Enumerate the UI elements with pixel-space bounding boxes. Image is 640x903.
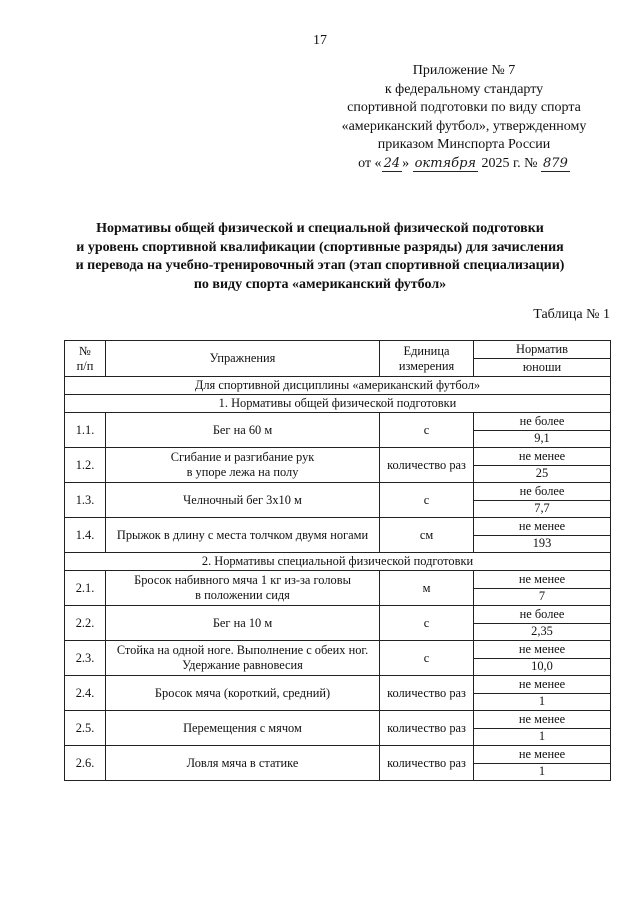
norm-condition: не менее <box>474 448 611 466</box>
exercise-line: Ловля мяча в статике <box>186 755 299 770</box>
exercise-name <box>106 448 380 483</box>
exercise-name <box>106 571 380 606</box>
unit: м <box>380 571 474 606</box>
exercise-line: Бег на 10 м <box>212 615 273 630</box>
exercise-name <box>106 483 380 518</box>
exercise-line: в упоре лежа на полу <box>186 465 299 479</box>
row-number: 2.1. <box>65 571 106 606</box>
exercise-line: Бросок набивного мяча 1 кг из-за головы <box>134 573 351 587</box>
header-exercise: Упражнения <box>106 341 380 377</box>
norm-value: 25 <box>474 465 611 483</box>
exercise-name <box>106 746 380 781</box>
table-label: Таблица № 1 <box>533 307 610 322</box>
norm-condition: не более <box>474 606 611 624</box>
exercise-name <box>106 413 380 448</box>
exercise-line: Бег на 60 м <box>212 422 273 437</box>
appendix-line: к федеральному стандарту <box>384 81 544 97</box>
date-prefix: от « <box>358 155 382 171</box>
table-row <box>65 711 611 729</box>
exercise-name <box>106 711 380 746</box>
row-number: 2.3. <box>65 641 106 676</box>
norm-condition: не менее <box>474 676 611 694</box>
document-title <box>50 220 590 294</box>
norm-value: 193 <box>474 535 611 553</box>
header-norm: Норматив <box>474 341 611 359</box>
exercise-name <box>106 676 380 711</box>
exercise-name <box>106 641 380 676</box>
table-row <box>65 571 611 589</box>
exercise-line: Прыжок в длину с места толчком двумя ногами <box>116 527 369 542</box>
norm-value: 7 <box>474 588 611 606</box>
norm-value: 9,1 <box>474 430 611 448</box>
header-num: № п/п <box>65 341 106 377</box>
discipline-title: Для спортивной дисциплины «американский футбол» <box>65 377 611 395</box>
table-row <box>65 606 611 624</box>
exercise-line: Челночный бег 3х10 м <box>183 492 302 507</box>
table-row <box>65 676 611 694</box>
unit: количество раз <box>380 448 474 483</box>
table-row <box>65 746 611 764</box>
row-number: 2.4. <box>65 676 106 711</box>
unit: количество раз <box>380 676 474 711</box>
unit: см <box>380 518 474 553</box>
norm-condition: не более <box>474 483 611 501</box>
norm-condition: не менее <box>474 641 611 659</box>
row-number: 2.6. <box>65 746 106 781</box>
row-number: 1.3. <box>65 483 106 518</box>
unit: с <box>380 606 474 641</box>
norm-value: 1 <box>474 693 611 711</box>
appendix-line: Приложение № 7 <box>412 63 516 78</box>
appendix-block <box>314 62 614 174</box>
row-number: 2.2. <box>65 606 106 641</box>
norm-condition: не менее <box>474 518 611 536</box>
table-row <box>65 518 611 536</box>
appendix-line: приказом Минспорта России <box>377 137 551 153</box>
table-row <box>65 413 611 431</box>
exercise-line: Сгибание и разгибание рук <box>170 450 315 464</box>
norms-table <box>64 340 611 781</box>
order-number-handwritten: 879 <box>543 155 568 171</box>
appendix-date-line <box>314 155 614 174</box>
unit: количество раз <box>380 711 474 746</box>
title-line: и уровень спортивной квалификации (спортивные разряды) для зачисления <box>76 239 564 255</box>
unit: с <box>380 483 474 518</box>
table-row <box>65 641 611 659</box>
header-unit: Единица измерения <box>380 341 474 377</box>
row-number: 1.4. <box>65 518 106 553</box>
exercise-line: Перемещения с мячом <box>183 720 302 735</box>
norm-condition: не менее <box>474 571 611 589</box>
date-year: 2025 г. № <box>481 155 538 171</box>
norm-condition: не менее <box>474 746 611 764</box>
exercise-line: Стойка на одной ноге. Выполнение с обеих ног. <box>116 643 369 657</box>
unit: с <box>380 641 474 676</box>
exercise-name <box>106 518 380 553</box>
exercise-name <box>106 606 380 641</box>
row-number: 1.1. <box>65 413 106 448</box>
norm-value: 1 <box>474 763 611 781</box>
date-day-handwritten: 24 <box>383 155 401 171</box>
unit: количество раз <box>380 746 474 781</box>
exercise-line: Бросок мяча (короткий, средний) <box>154 685 331 700</box>
table-row <box>65 483 611 501</box>
discipline-row <box>65 377 611 395</box>
section-title: 1. Нормативы общей физической подготовки <box>65 395 611 413</box>
exercise-line: Удержание равновесия <box>182 658 303 672</box>
unit: с <box>380 413 474 448</box>
exercise-line: в положении сидя <box>195 588 290 602</box>
title-line: по виду спорта «американский футбол» <box>193 276 447 292</box>
title-line: и перевода на учебно-тренировочный этап (этап спортивной специализации) <box>75 258 565 273</box>
norm-condition: не более <box>474 413 611 431</box>
appendix-line: спортивной подготовки по виду спорта <box>347 100 581 116</box>
norm-condition: не менее <box>474 711 611 729</box>
date-mid: » <box>402 155 410 171</box>
row-number: 1.2. <box>65 448 106 483</box>
appendix-line: «американский футбол», утвержденному <box>341 118 587 134</box>
header-group: юноши <box>474 359 611 377</box>
section-row <box>65 553 611 571</box>
section-row <box>65 395 611 413</box>
table-row <box>65 448 611 466</box>
header-row <box>65 341 611 359</box>
date-month-handwritten: октября <box>414 155 476 171</box>
page-number: 17 <box>313 33 327 48</box>
title-line: Нормативы общей физической и специальной физической подготовки <box>96 221 544 236</box>
norm-value: 1 <box>474 728 611 746</box>
row-number: 2.5. <box>65 711 106 746</box>
section-title: 2. Нормативы специальной физической подготовки <box>65 553 611 571</box>
norm-value: 7,7 <box>474 500 611 518</box>
norm-value: 10,0 <box>474 658 611 676</box>
norm-value: 2,35 <box>474 623 611 641</box>
